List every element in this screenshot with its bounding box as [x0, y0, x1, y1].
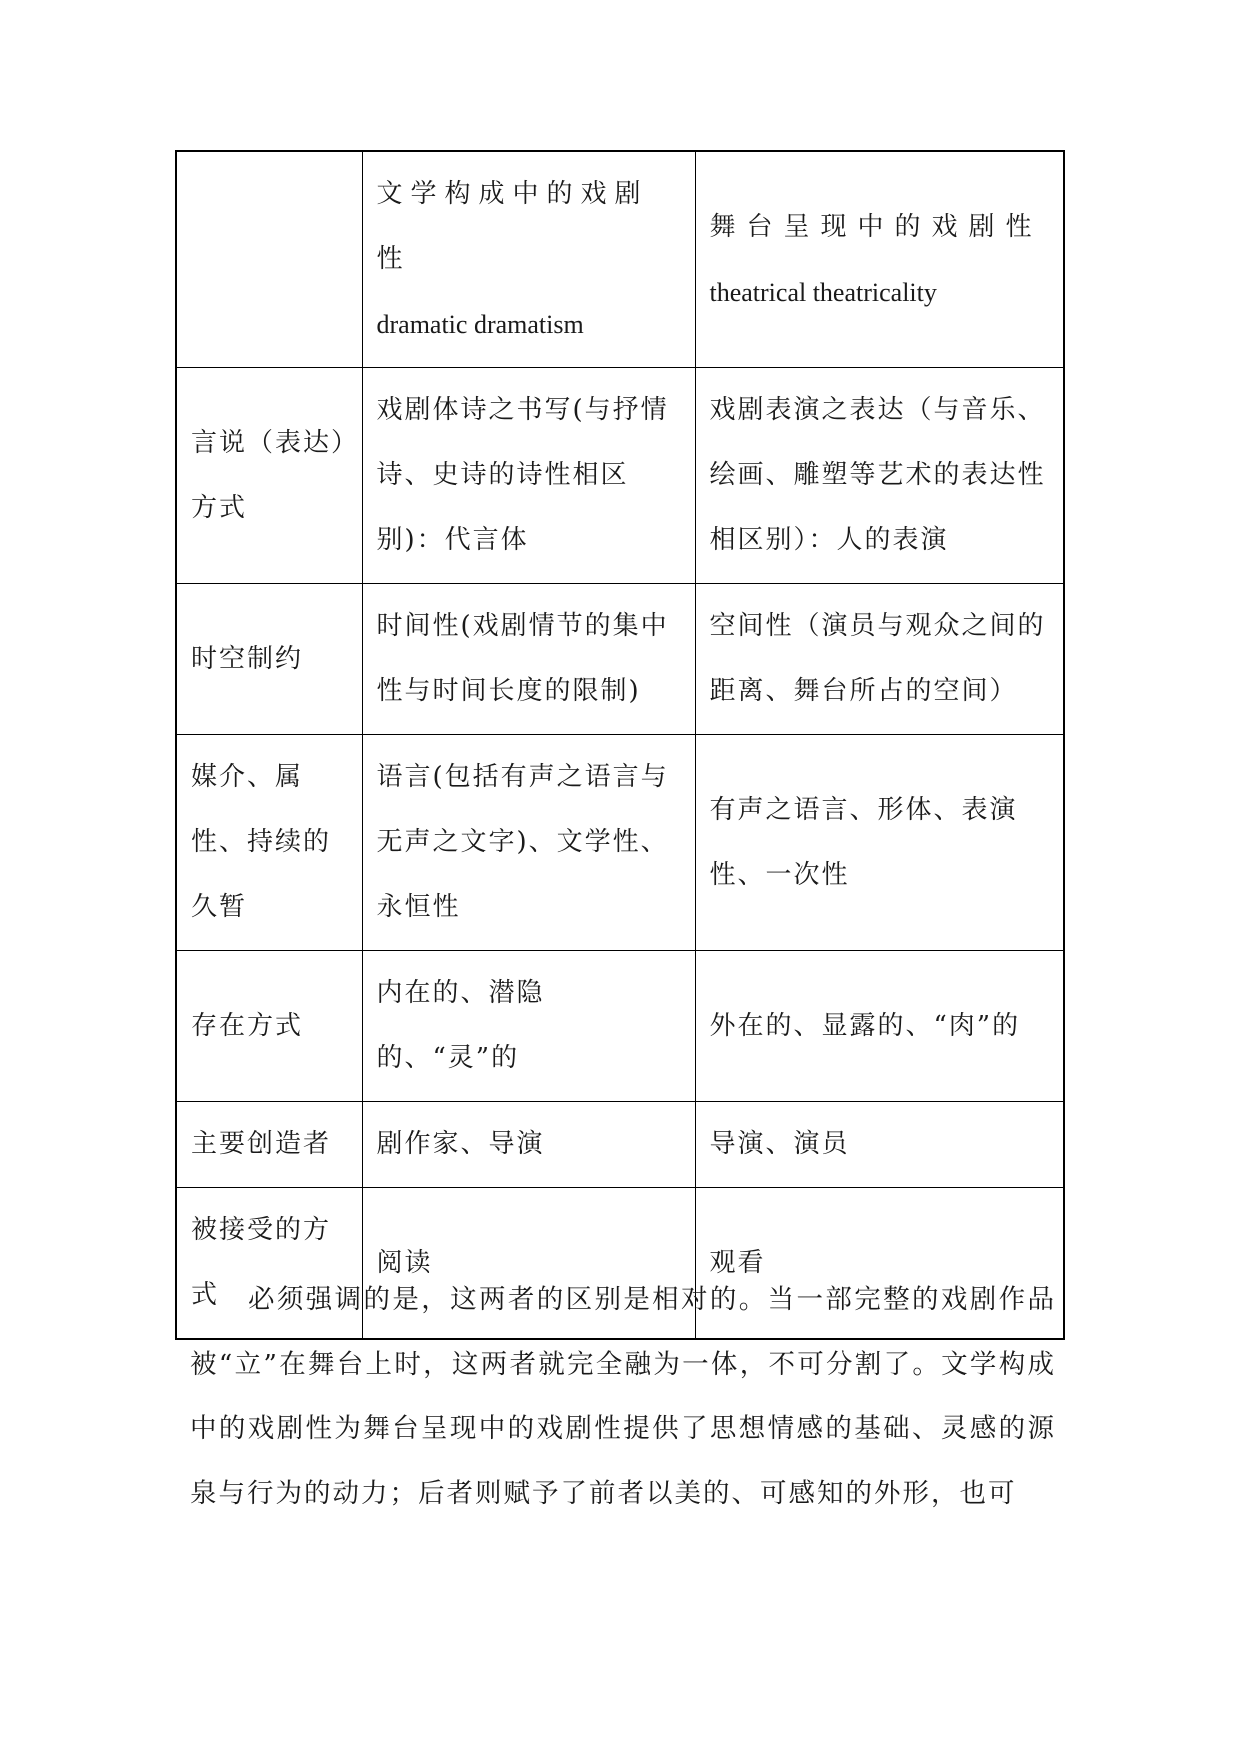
- header-stage-zh: 舞台呈现中的戏剧性: [709, 211, 1043, 242]
- header-blank-cell: [176, 151, 362, 368]
- row-stage-value: 戏剧表演之表达（与音乐、绘画、雕塑等艺术的表达性相区别）：人的表演: [695, 368, 1064, 584]
- row-literary-value: 剧作家、导演: [362, 1102, 695, 1188]
- comparison-table: [175, 150, 1065, 1340]
- table-row: [176, 584, 1064, 735]
- row-label: 主要创造者: [176, 1102, 362, 1188]
- table-row: [176, 735, 1064, 951]
- header-stage-theatricality: [695, 151, 1064, 368]
- header-stage-en: theatrical theatricality: [709, 277, 937, 307]
- row-label: 言说（表达）方式: [176, 368, 362, 584]
- row-stage-value: 观看: [695, 1188, 1064, 1340]
- table-header-row: [176, 151, 1064, 368]
- body-paragraph: 必须强调的是，这两者的区别是相对的。当一部完整的戏剧作品被“立”在舞台上时，这两者就完全融为一体，不可分割了。文学构成中的戏剧性为舞台呈现中的戏剧性提供了思想情感的基础、灵感的源泉与行为的动力；后者则赋予了前者以美的、可感知的外形，也可: [190, 1284, 1056, 1509]
- row-stage-value: 导演、演员: [695, 1102, 1064, 1188]
- row-label: 时空制约: [176, 584, 362, 735]
- row-literary-value: 戏剧体诗之书写(与抒情诗、史诗的诗性相区别)：代言体: [362, 368, 695, 584]
- row-literary-value: 时间性(戏剧情节的集中性与时间长度的限制): [362, 584, 695, 735]
- header-literary-en: dramatic dramatism: [376, 310, 584, 339]
- row-stage-value: 有声之语言、形体、表演性、一次性: [695, 735, 1064, 951]
- row-literary-value: 内在的、潜隐的、“灵”的: [362, 951, 695, 1102]
- table-row: [176, 1102, 1064, 1188]
- row-label: 被接受的方式: [176, 1188, 362, 1340]
- table-row: [176, 951, 1064, 1102]
- header-literary-zh: 文学构成中的戏剧性: [376, 179, 649, 274]
- table-row: [176, 368, 1064, 584]
- row-label: 存在方式: [176, 951, 362, 1102]
- header-literary-dramatism: [362, 151, 695, 368]
- row-literary-value: 阅读: [362, 1188, 695, 1340]
- row-label: 媒介、属性、持续的久暂: [176, 735, 362, 951]
- row-literary-value: 语言(包括有声之语言与无声之文字)、文学性、永恒性: [362, 735, 695, 951]
- row-stage-value: 外在的、显露的、“肉”的: [695, 951, 1064, 1102]
- row-stage-value: 空间性（演员与观众之间的距离、舞台所占的空间）: [695, 584, 1064, 735]
